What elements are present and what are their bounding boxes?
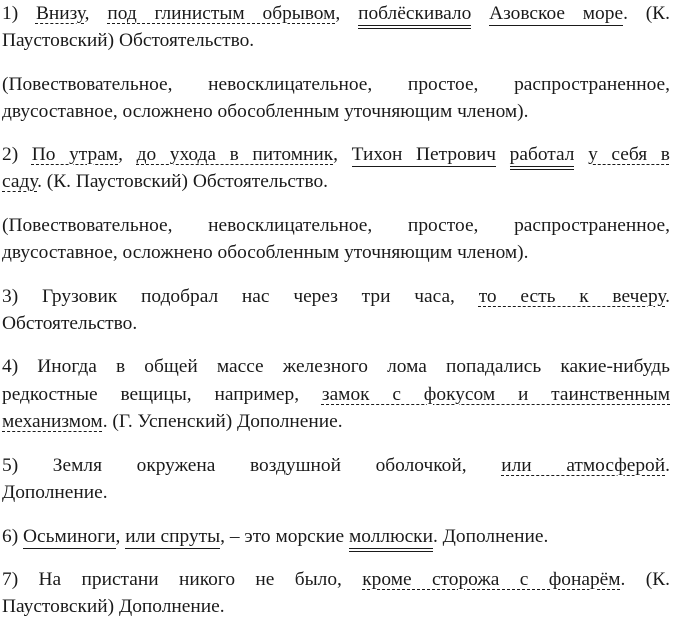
adverbial-underline: под глинистым обрывом: [107, 3, 336, 24]
subject-underline: Азовское море: [489, 3, 624, 24]
analysis-1-line-2: двусоставное, осложнено обособленным уточняющим членом).: [2, 101, 529, 122]
subject-underline: Осьминоги: [23, 526, 116, 547]
subject-underline: или спруты: [125, 526, 221, 547]
sentence-4-line-3: механизмом. (Г. Успенский) Дополнение.: [2, 411, 343, 432]
adverbial-underline: то есть к вечеру: [478, 286, 666, 307]
item-number: 2): [2, 144, 19, 165]
sentence-3-line-1: 3) Грузовик подобрал нас через три часа, то есть к вечеру.: [2, 286, 671, 307]
object-underline: или атмосферой: [501, 455, 666, 476]
predicate-underline: поблёскивало: [358, 3, 471, 29]
adverbial-underline: до ухода в питомник: [136, 144, 334, 165]
sentence-3-line-2: Обстоятельство.: [2, 313, 138, 334]
adverbial-underline: По утрам: [31, 144, 119, 165]
predicate-underline: работал: [510, 144, 575, 170]
sentence-4-line-2: редкостные вещицы, например, замок с фокусом и таинственным: [2, 384, 670, 405]
object-underline: кроме сторожа с фонарём: [362, 569, 621, 590]
sentence-7-line-1: 7) На пристани никого не было, кроме сторожа с фонарём. (К.: [2, 569, 671, 590]
sentence-1-line-1: 1) Внизу, под глинистым обрывом, поблёскивало Азовское море. (К.: [2, 0, 670, 27]
item-number: 6): [2, 526, 19, 547]
analysis-1-line-1: (Повествовательное, невосклицательное, простое, распространенное,: [2, 74, 670, 95]
sentence-4-line-1: 4) Иногда в общей массе железного лома попадались какие-нибудь: [2, 356, 670, 377]
sentence-2-line-2: саду. (К. Паустовский) Обстоятельство.: [2, 171, 329, 192]
object-underline: механизмом: [2, 411, 103, 432]
item-number: 1): [2, 3, 19, 24]
subject-underline: Тихон Петрович: [351, 144, 497, 165]
adverbial-underline: у себя в: [588, 144, 670, 165]
sentence-5-line-2: Дополнение.: [2, 482, 108, 503]
adverbial-underline: саду: [2, 171, 38, 192]
sentence-6-line-1: 6) Осьминоги, или спруты, – это морские моллюски. Дополнение.: [2, 523, 670, 550]
predicate-underline: моллюски: [349, 526, 433, 552]
sentence-2-line-1: 2) По утрам, до ухода в питомник, Тихон Петрович работал у себя в: [2, 141, 670, 168]
analysis-2-line-2: двусоставное, осложнено обособленным уточняющим членом).: [2, 242, 529, 263]
sentence-1-line-2: Паустовский) Обстоятельство.: [2, 30, 255, 51]
analysis-2-line-1: (Повествовательное, невосклицательное, простое, распространенное,: [2, 215, 670, 236]
object-underline: замок с фокусом и таинственным: [321, 384, 670, 405]
sentence-5-line-1: 5) Земля окружена воздушной оболочкой, или атмосферой.: [2, 455, 670, 476]
adverbial-underline: Внизу: [35, 3, 85, 24]
sentence-7-line-2: Паустовский) Дополнение.: [2, 596, 225, 617]
